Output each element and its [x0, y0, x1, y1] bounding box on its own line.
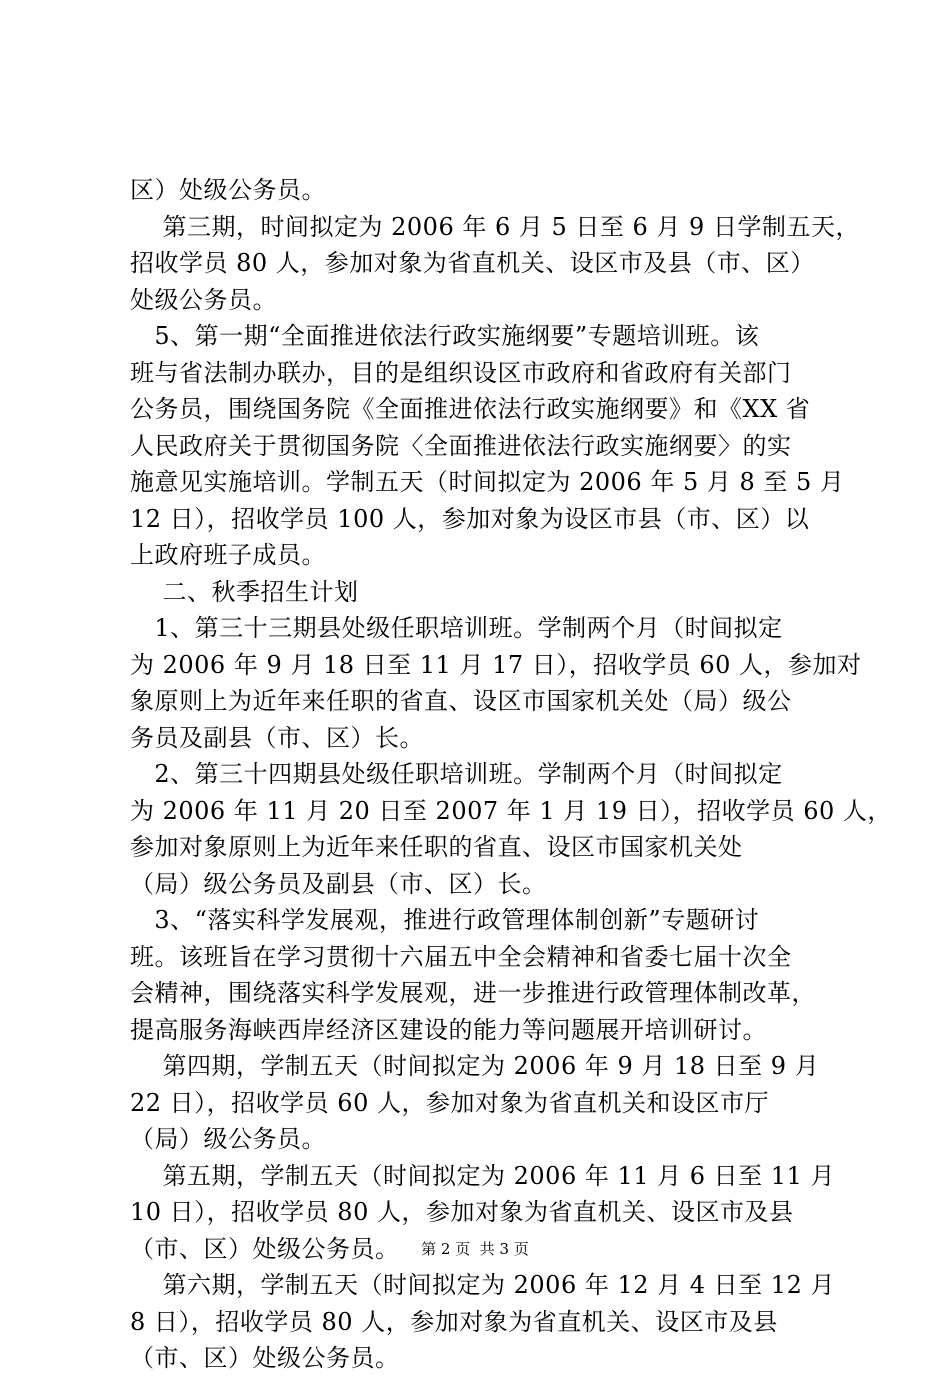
text-line: 上政府班子成员。 — [130, 541, 326, 569]
document-body — [130, 172, 892, 1377]
text-line: 提高服务海峡西岸经济区建设的能力等问题展开培训研讨。 — [130, 1015, 767, 1044]
text-line: 公务员，围绕国务院《全面推进依法行政实施纲要》和《XX 省 — [130, 395, 811, 423]
text-line: 区）处级公务员。 — [130, 176, 326, 204]
text-line: 施意见实施培训。学制五天（时间拟定为 2006 年 5 月 8 至 5 月 — [130, 468, 845, 496]
text-line: 招收学员 80 人，参加对象为省直机关、设区市及县（市、区） — [130, 249, 815, 277]
page-number-footer: 第 2 页 共 3 页 — [421, 1240, 529, 1258]
section-heading: 二、秋季招生计划 — [130, 577, 359, 606]
text-line: 参加对象原则上为近年来任职的省直、设区市国家机关处 — [130, 833, 743, 861]
text-line: 务员及副县（市、区）长。 — [130, 723, 424, 752]
text-line: 3、“落实科学发展观，推进行政管理体制创新”专题研讨 — [130, 906, 760, 934]
text-line: 人民政府关于贯彻国务院〈全面推进依法行政实施纲要〉的实 — [130, 431, 792, 460]
text-line: 第五期，学制五天（时间拟定为 2006 年 11 月 6 日至 11 月 — [130, 1161, 835, 1190]
text-line: 10 日），招收学员 80 人，参加对象为省直机关、设区市及县 — [130, 1198, 794, 1226]
text-line: 22 日），招收学员 60 人，参加对象为省直机关和设区市厅 — [130, 1088, 769, 1117]
text-line: 8 日），招收学员 80 人，参加对象为省直机关、设区市及县 — [130, 1307, 778, 1336]
text-line: （局）级公务员。 — [130, 1125, 326, 1153]
text-line: （市、区）处级公务员。 — [130, 1344, 400, 1372]
text-line: 为 2006 年 9 月 18 日至 11 月 17 日），招收学员 60 人，参加对 — [130, 650, 862, 679]
text-line: 班与省法制办联办，目的是组织设区市政府和省政府有关部门 — [130, 358, 792, 387]
text-line: 处级公务员。 — [130, 285, 277, 314]
text-line: 5、第一期“全面推进依法行政实施纲要”专题培训班。该 — [130, 322, 760, 350]
text-line: （市、区）处级公务员。 — [130, 1234, 400, 1263]
text-line: 为 2006 年 11 月 20 日至 2007 年 1 月 19 日），招收学员 60 人， — [130, 796, 892, 825]
text-line: 班。该班旨在学习贯彻十六届五中全会精神和省委七届十次全 — [130, 942, 792, 971]
text-line: 第六期，学制五天（时间拟定为 2006 年 12 月 4 日至 12 月 — [130, 1271, 835, 1299]
text-line: 12 日），招收学员 100 人，参加对象为设区市县（市、区）以 — [130, 504, 810, 533]
text-line: 会精神，围绕落实科学发展观，进一步推进行政管理体制改革， — [130, 979, 816, 1007]
text-line: 1、第三十三期县处级任职培训班。学制两个月（时间拟定 — [130, 614, 783, 642]
text-line: 2、第三十四期县处级任职培训班。学制两个月（时间拟定 — [130, 760, 783, 788]
text-line: 第三期，时间拟定为 2006 年 6 月 5 日至 6 月 9 日学制五天， — [130, 212, 860, 241]
text-line: （局）级公务员及副县（市、区）长。 — [130, 869, 547, 898]
text-line: 第四期，学制五天（时间拟定为 2006 年 9 月 18 日至 9 月 — [130, 1052, 820, 1080]
text-line: 象原则上为近年来任职的省直、设区市国家机关处（局）级公 — [130, 687, 792, 715]
